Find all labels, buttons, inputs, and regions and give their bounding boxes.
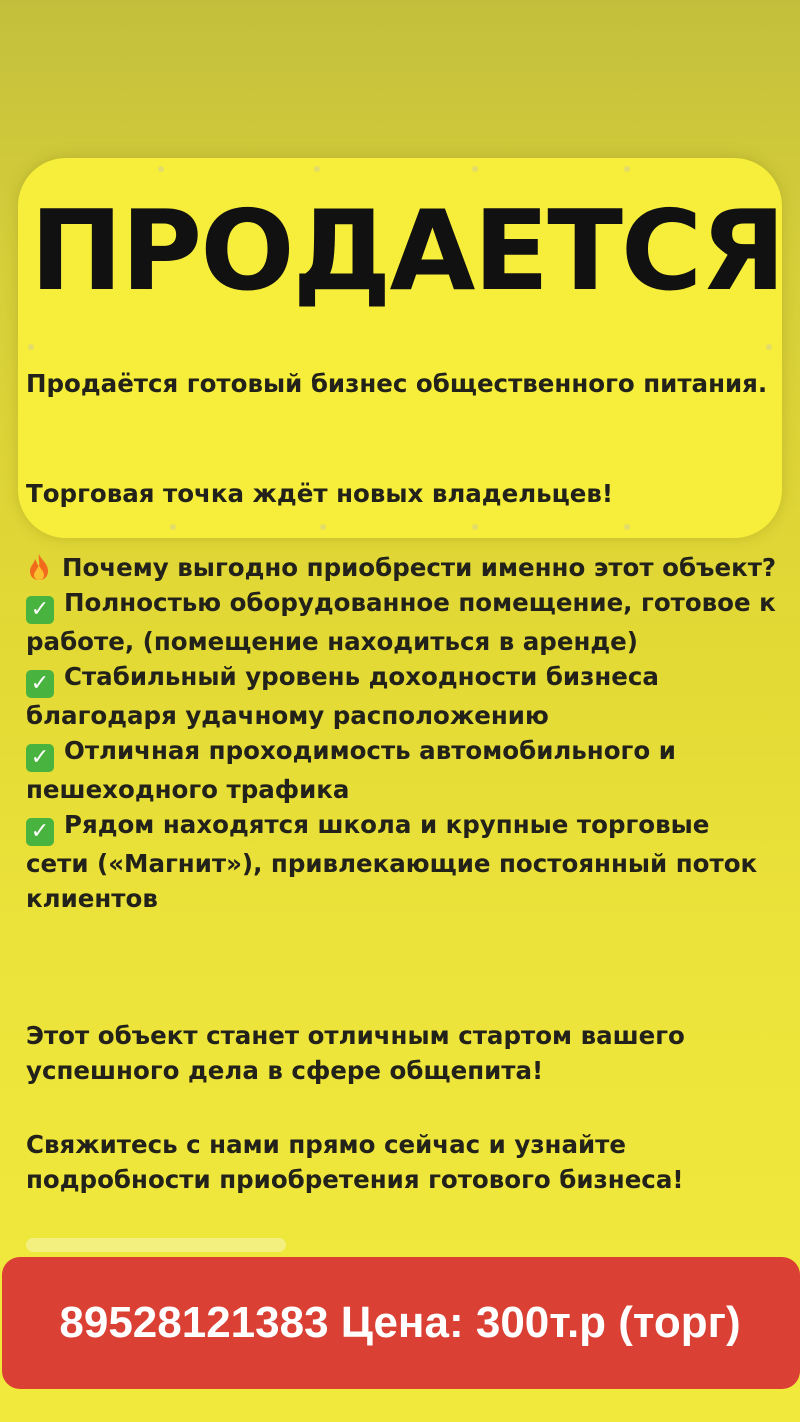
closing-line-2: Свяжитесь с нами прямо сейчас и узнайте подробности приобретения готового бизнеса! — [26, 1130, 684, 1194]
check-mark-icon: ✓ — [26, 596, 54, 624]
fire-icon — [26, 553, 52, 581]
benefit-item-text: Полностью оборудованное помещение, готовое к работе, (помещение находиться в аренде) — [26, 588, 776, 656]
benefit-item-text: Стабильный уровень доходности бизнеса благодаря удачному расположению — [26, 662, 659, 730]
contact-price-text[interactable]: 89528121383 Цена: 300т.р (торг) — [59, 1298, 741, 1347]
banner-dot — [624, 166, 630, 172]
benefit-item-text: Отличная проходимость автомобильного и пешеходного трафика — [26, 736, 676, 804]
intro-line-1: Продаётся готовый бизнес общественного питания. — [26, 369, 768, 398]
banner-dot — [320, 524, 326, 530]
banner-dot — [28, 344, 34, 350]
banner-dot — [624, 524, 630, 530]
intro-line-2: Торговая точка ждёт новых владельцев! — [26, 479, 614, 508]
closing-line-1: Этот объект станет отличным стартом вашего успешного дела в сфере общепита! — [26, 1021, 685, 1085]
benefit-item — [26, 807, 778, 916]
banner-dot — [472, 166, 478, 172]
check-mark-icon: ✓ — [26, 744, 54, 772]
benefit-item — [26, 733, 778, 807]
headline-title: ПРОДАЕТСЯ — [30, 187, 784, 316]
banner-dot — [766, 344, 772, 350]
benefit-item — [26, 659, 778, 733]
faded-overlay-strip — [26, 1238, 286, 1252]
banner-dot — [472, 524, 478, 530]
banner-dot — [158, 166, 164, 172]
check-mark-icon: ✓ — [26, 670, 54, 698]
benefits-heading — [26, 550, 778, 585]
banner-dot — [314, 166, 320, 172]
benefit-item-text: Рядом находятся школа и крупные торговые сети («Магнит»), привлекающие постоянный поток клиентов — [26, 810, 758, 913]
benefits-list — [26, 550, 778, 916]
check-mark-icon: ✓ — [26, 818, 54, 846]
banner-dot — [170, 524, 176, 530]
benefit-item — [26, 585, 778, 659]
benefits-heading-text: Почему выгодно приобрести именно этот объект? — [62, 553, 777, 582]
